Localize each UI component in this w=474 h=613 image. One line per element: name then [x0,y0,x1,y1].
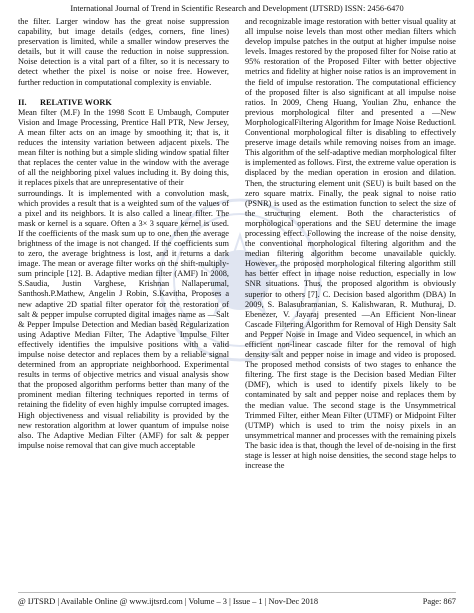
left-column [18,17,229,451]
page-number: Page: 867 [422,597,456,606]
section-title: RELATIVE WORK [40,97,112,107]
right-column [245,17,456,471]
journal-header: International Journal of Trend in Scientific Research and Development (IJTSRD) ISSN: 2456-6470 [70,4,404,13]
intro-paragraph: the filter. Larger window has the great noise suppression capability, but image details (edges, corners, fine lines) preservation is limited, while a smaller window preserves the details, but it will cause the reduction in noise suppression. Noise detection is a vital part of a filter, so it is necessary to detect whether the pixel is noise or noise free. However, further reduction in computational complexity is enviable. [18,17,229,87]
section-heading [18,98,229,108]
section-number: II. [18,97,27,107]
mean-filter-paragraph: Mean filter (M.F) In the 1998 Scott E Umbaugh, Computer Vision and Image Processing, Prentice Hall PTR, New Jersey, A mean filter acts on an image by smoothing it; that is, it reduces the intensity variation between adjacent pixels. The mean filter is nothing but a simple sliding window spatial filter that replaces the center value in the window with the average of all the neighboring pixel values including it. By doing this, it replaces pixels that are unrepresentative of their [18,107,229,188]
convolution-paragraph: surroundings. It is implemented with a convolution mask, which provides a result that is a weighted sum of the values of a pixel and its neighbors. It is also called a linear filter. The mask or kernel is a square. Often a 3× 3 square kernel is used. If the coefficients of the mask sum up to one, then the average brightness of the image is not changed. If the coefficients sum to zero, the average brightness is lost, and it returns a dark image. The mean or average filter works on the shift-multiply-sum principle [12]. B. Adaptive median filter (AMF) In 2008, S.Saudia, Justin Varghese, Krishnan Nallaperumal, Santhosh.P.Mathew, Angelin J Robin, S.Kavitha, Proposes a new adaptive 2D spatial filter operator for the restoration of salt & pepper impulse corrupted digital images name as —Salt & Pepper Impulse Detection and Median based Regularization using Adaptive Median Filter, The Adaptive Impulse Filter effectively identifies the impulsive positions with a valid impulse noise detector and replaces them by a reliable signal determined from an appropriate neighborhood. Experimental results in terms of objective metrics and visual analysis show that the proposed algorithm performs better than many of the prominent median filtering techniques reported in terms of retaining the fidelity of even highly impulse corrupted images. High objectiveness and visual reliability is provided by the new restoration algorithm at lower quantum of impulse noise also. The Adaptive Median Filter (AMF) for salt & pepper impulse noise removal that can give much acceptable [18,188,229,450]
footer-divider [18,592,456,593]
footer-citation: @ IJTSRD | Available Online @ www.ijtsrd.com | Volume – 3 | Issue – 1 | Nov-Dec 2018 [18,597,319,606]
restoration-paragraph: and recognizable image restoration with better visual quality at all impulse noise levels than most other median filters which develop impulse patches in the output at higher impulse noise levels. Images restored by the proposed filter for Noise ratio at 95% restoration of the Proposed Filter with better objective metrics and fidelity at higher noise ratios is an improvement in the field of impulse restoration. The computational efficiency of the proposed filter is also significant at all impulse noise ratios. In 2009, Cheng Huang, Youlian Zhu, enhance the previous morphological filter and presented a —New MorphologicalFiltering Algorithm for Image Noise Reduction‖. Conventional morphological filter is disabling to effectively preserve image details while removing noises from an image. This algorithm of the self-adaptive median morphological filter is implemented as follows. First, the extreme value operation is displaced by the median operation in erosion and dilation. Then, the structuring element unit (SEU) is built based on the zero square matrix. Finally, the peak signal to noise ratio (PSNR) is used as the estimation function to select the size of the structuring element. Both the characteristics of morphological operations and the SEU determine the image processing effect. Following the increase of the noise density, the conventional morphological filtering algorithm and the median filtering algorithm become unavailable quickly. However, the proposed morphological filtering algorithm still has better effect in image noise reduction, especially in low SNR situations. Thus, the proposed algorithm is obviously superior to others [7]. C. Decision based algorithm (DBA) In 2009, S. Balasubramanian, S. Kalishwaran, R. Muthuraj, D. Ebenezer, V. Jayaraj presented —An Efficient Non-linear Cascade Filtering Algorithm for Removal of High Density Salt and Pepper Noise in Image and Video sequence‖, in which an efficient non-linear cascade filter for the removal of high density salt and pepper noise in image and video is proposed. The proposed method consists of two stages to enhance the filtering. The first stage is the Decision based Median Filter (DMF), which is used to identify pixels likely to be contaminated by salt and pepper noise and replaces them by the median value. The second stage is the Unsymmetrical Trimmed Filter, either Mean Filter (UTMF) or Midpoint Filter (UTMP) which is used to trim the noisy pixels in an unsymmetrical manner and processes with the remaining pixels The basic idea is that, though the level of de-noising in the first stage is lesser at high noise densities, the second stage helps to increase the [245,17,456,471]
